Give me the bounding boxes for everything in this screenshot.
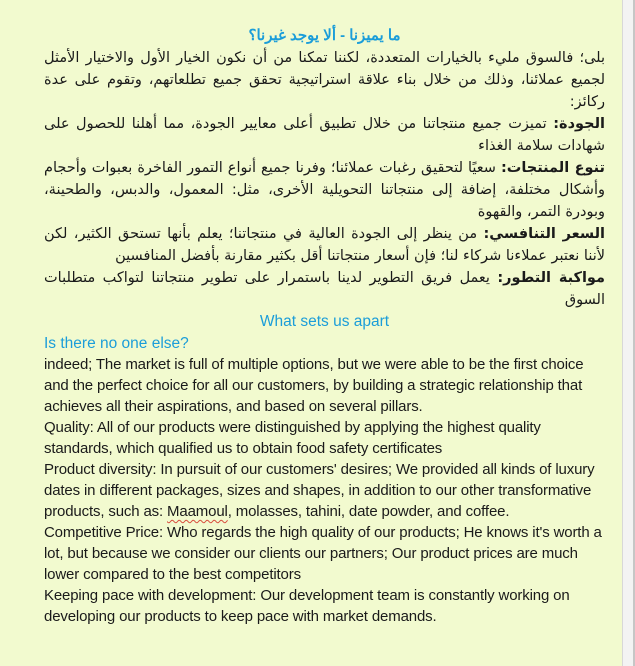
arabic-pillar-quality-text: تميزت جميع منتجاتنا من خلال تطبيق أعلى معايير الجودة، مما أهلنا للحصول على شهادات سلامة الغذاء: [44, 116, 605, 154]
english-development-paragraph: Keeping pace with development: Our development team is constantly working on developing our products to keep pace with market demands.: [44, 587, 570, 625]
english-diversity-text-after: , molasses, tahini, date powder, and coffee.: [227, 503, 510, 520]
arabic-pillar-diversity-label: تنوع المنتجات:: [500, 160, 605, 176]
english-centered-title: What sets us apart: [259, 313, 390, 330]
english-price-paragraph: Competitive Price: Who regards the high quality of our products; He knows it's worth a lot, but because we consider our clients our partners; Our product prices are much lower compared to the best competitors: [44, 524, 602, 583]
arabic-title: ما يميزنا - ألا يوجد غيرنا؟: [248, 27, 401, 44]
english-question-heading: Is there no one else?: [44, 335, 189, 352]
arabic-pillar-development-label: مواكبة التطور:: [497, 270, 605, 286]
arabic-pillar-diversity-text: سعيًا لتحقيق رغبات عملائنا؛ وفرنا جميع أنواع التمور الفاخرة بعبوات وأحجام وأشكال مختلفة، إضافة إلى منتجاتنا التحويلية الأخرى، مثل: المعمول، والدبس، والطحينة، وبودرة التمر، والقهوة: [44, 160, 605, 220]
arabic-pillar-diversity: [44, 157, 605, 223]
arabic-pillar-price: [44, 223, 605, 267]
arabic-pillar-development-text: يعمل فريق التطوير لدينا باستمرار على تطوير منتجاتنا لتواكب متطلبات السوق: [44, 270, 605, 308]
english-quality-paragraph: Quality: All of our products were distinguished by applying the highest quality standards, which qualified us to obtain food safety certificates: [44, 419, 541, 457]
arabic-pillar-quality: [44, 113, 605, 157]
page-edge: [622, 0, 635, 666]
document-content: [44, 24, 605, 627]
arabic-pillar-price-label: السعر التنافسي:: [483, 226, 606, 242]
arabic-pillar-quality-label: الجودة:: [553, 116, 606, 132]
english-intro-paragraph: indeed; The market is full of multiple options, but we were able to be the first choice and the perfect choice for all our customers, by building a strategic relationship that achieves all their aspirations, and based on several pillars.: [44, 356, 584, 415]
english-diversity-text-before: Product diversity: In pursuit of our customers' desires; We provided all kinds of luxury dates in different packages, sizes and shapes, in addition to our other transformative products, such as:: [44, 461, 595, 520]
english-diversity-paragraph: [44, 459, 605, 522]
arabic-pillar-development: [44, 267, 605, 311]
misspelled-word: Maamoul: [167, 503, 228, 520]
arabic-intro-paragraph: بلى؛ فالسوق مليء بالخيارات المتعددة، لكننا تمكنا من أن نكون الخيار الأول والاختيار الأمثل لجميع عملائنا، وذلك من خلال بناء علاقة استراتيجية تحقق جميع تطلعاتهم، وتقوم على عدة ركائز:: [44, 50, 605, 110]
arabic-pillar-price-text: من ينظر إلى الجودة العالية في منتجاتنا؛ يعلم بأنها تستحق الكثير، لكن لأننا نعتبر عملاءنا شركاء لنا؛ فإن أسعار منتجاتنا أقل بكثير مقارنة بأفضل المنافسين: [44, 226, 605, 264]
